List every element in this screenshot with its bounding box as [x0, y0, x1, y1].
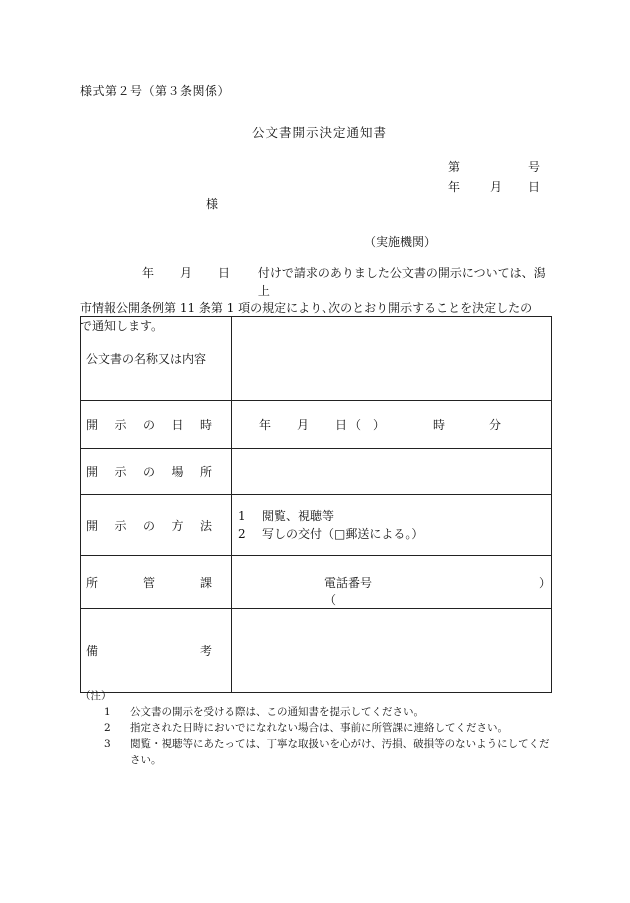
issue-date-year: 年: [448, 180, 461, 194]
method-item: [238, 507, 551, 525]
row-remarks: [81, 609, 552, 693]
method-item-number: 2: [238, 527, 246, 541]
label-char: の: [142, 418, 155, 432]
label-char: 開: [86, 418, 99, 432]
note-number: 1: [104, 706, 111, 718]
method-item-text: 写しの交付（□郵送による。）: [262, 527, 424, 541]
method-item-text: 閲覧、視聴等: [262, 509, 335, 523]
request-date: [80, 265, 258, 300]
disclosure-details-table: [80, 316, 552, 693]
label-char: 所: [199, 465, 212, 479]
dt-minute: 分: [489, 418, 502, 432]
note-number: 2: [104, 722, 111, 734]
label-char: 管: [142, 575, 155, 590]
label-disclosure-datetime: [81, 401, 232, 449]
row-disclosure-method: [81, 495, 552, 556]
label-char: 場: [171, 465, 184, 479]
value-disclosure-method: [232, 495, 552, 556]
row-responsible-department: [81, 556, 552, 609]
label-char: 所: [86, 575, 99, 590]
note-item: [80, 704, 560, 720]
phone-label: 電話番号（: [324, 576, 373, 607]
request-date-month: 月: [180, 266, 193, 280]
note-item: [80, 736, 560, 768]
note-number: 3: [104, 738, 111, 750]
body-line-1: [80, 265, 552, 300]
notes-heading: （注）: [80, 690, 112, 702]
row-disclosure-datetime: [81, 401, 552, 449]
note-item: [80, 720, 560, 736]
note-text: 指定された日時においでになれない場合は、事前に所管課に連絡してください。: [130, 722, 508, 734]
value-remarks: [232, 609, 552, 693]
recipient: 様: [206, 197, 219, 211]
label-char: 示: [114, 518, 127, 533]
method-item: [238, 525, 551, 543]
body-line-1-text: 付けで請求のありました公文書の開示については、潟上: [257, 266, 546, 298]
value-responsible-department: [232, 556, 552, 609]
issue-date: [448, 178, 540, 195]
notes-section: [80, 688, 560, 768]
value-disclosure-place: [232, 449, 552, 495]
row-document-content: [81, 317, 552, 401]
note-text: 公文書の開示を受ける際は、この通知書を提示してください。: [130, 706, 424, 718]
row-disclosure-place: [81, 449, 552, 495]
issue-date-day: 日: [527, 180, 540, 194]
label-char: 開: [86, 465, 99, 479]
implementing-agency: （実施機関）: [364, 235, 437, 249]
dt-day: 日: [335, 418, 348, 432]
value-disclosure-datetime: [232, 401, 552, 449]
request-date-year: 年: [142, 266, 155, 280]
label-responsible-department: [81, 556, 232, 609]
label-char: 日: [171, 418, 184, 432]
ref-go: 号: [527, 160, 540, 174]
label-disclosure-place: [81, 449, 232, 495]
label-char: の: [142, 465, 155, 479]
reference-number: [448, 158, 540, 175]
dt-paren-open: （: [349, 418, 362, 432]
label-disclosure-method: [81, 495, 232, 556]
label-char: 考: [199, 644, 212, 658]
label-char: 課: [199, 575, 212, 590]
body-line-3: で通知します。: [80, 318, 164, 333]
label-document-content: 公文書の名称又は内容: [81, 317, 232, 401]
request-date-day: 日: [218, 266, 231, 280]
ref-dai: 第: [448, 160, 461, 174]
label-char: 方: [171, 518, 184, 533]
method-item-number: 1: [238, 509, 246, 523]
note-text: 閲覧・視聴等にあたっては、丁寧な取扱いを心がけ、汚損、破損等のないようにしてください。: [130, 738, 550, 766]
label-char: 時: [199, 418, 212, 432]
dt-hour: 時: [433, 418, 446, 432]
dt-year: 年: [259, 418, 272, 432]
label-char: 示: [114, 465, 127, 479]
label-char: 備: [86, 644, 99, 658]
issue-date-month: 月: [489, 180, 502, 194]
label-char: 開: [86, 518, 99, 533]
label-char: 法: [199, 518, 212, 533]
label-char: の: [142, 518, 155, 533]
phone-close: ）: [538, 576, 551, 590]
dt-paren-close: ）: [373, 418, 386, 432]
form-number: 様式第２号（第３条関係）: [80, 84, 231, 98]
label-char: 示: [114, 418, 127, 432]
value-document-content: [232, 317, 552, 401]
document-title: 公文書開示決定通知書: [252, 125, 388, 140]
dt-month: 月: [297, 418, 310, 432]
body-line-2: 市情報公開条例第 11 条第 1 項の規定により､次のとおり開示することを決定したの: [80, 301, 533, 315]
label-remarks: [81, 609, 232, 693]
